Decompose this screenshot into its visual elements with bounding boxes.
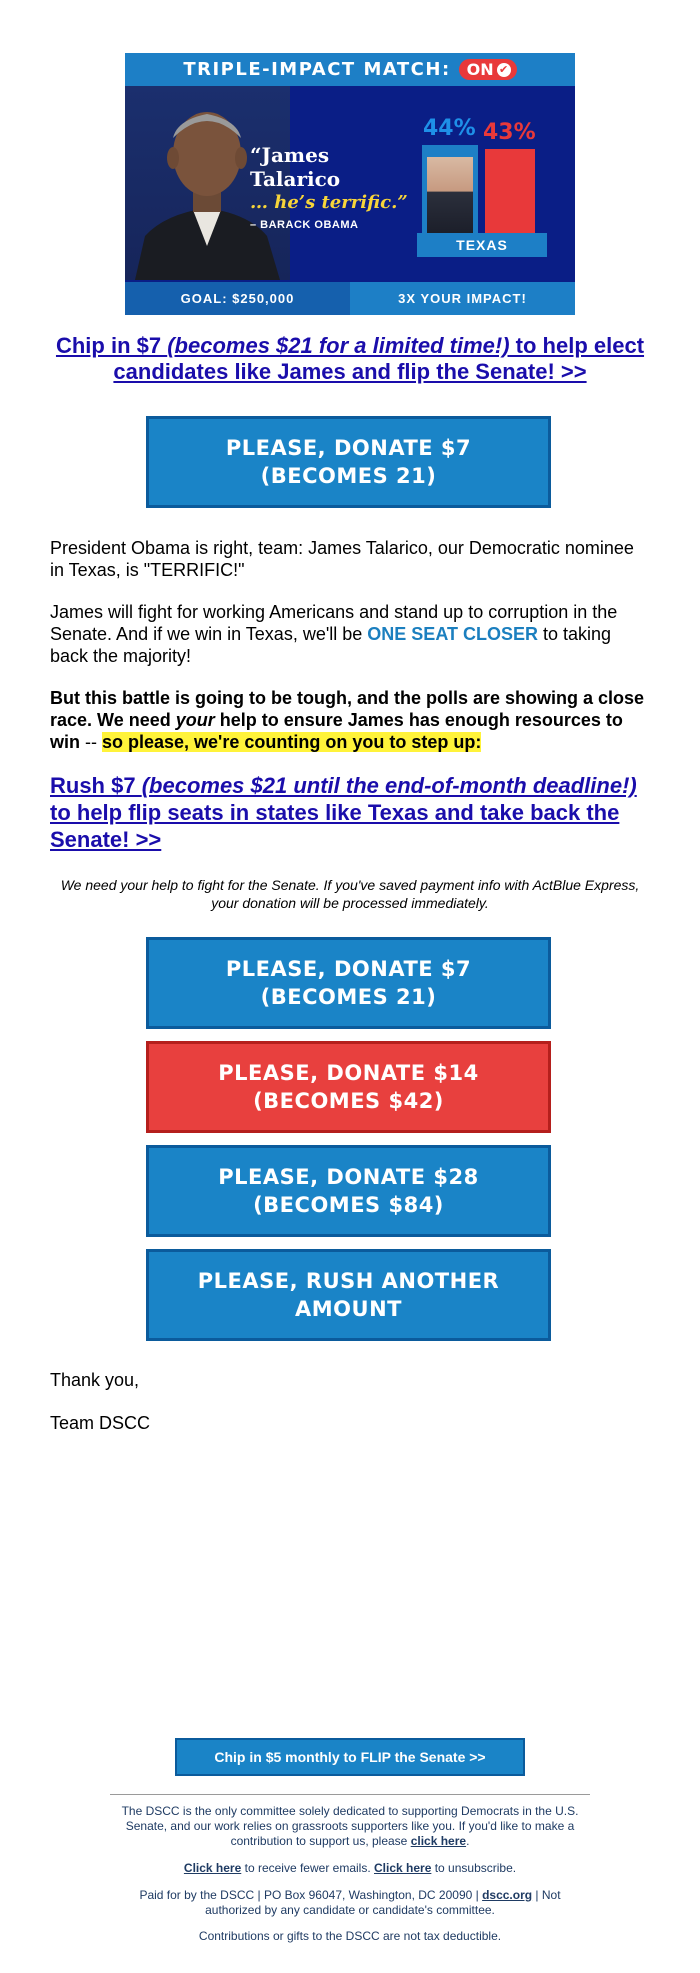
- paragraph-battle: [50, 687, 650, 753]
- candidate-photo: [427, 157, 473, 233]
- footer-about-text: The DSCC is the only committee solely dedicated to supporting Democrats in the U.S. Senate, and our work relies on grassroots supporters like you. If you'd like to make a contribution to support us, please: [121, 1804, 579, 1848]
- headline-donate-link[interactable]: [50, 333, 650, 385]
- rush-donate-link[interactable]: [50, 772, 650, 853]
- match-label: TRIPLE-IMPACT MATCH:: [183, 59, 451, 80]
- footer-email-prefs: [120, 1861, 580, 1876]
- goal-label: GOAL: $250,000: [125, 282, 350, 315]
- footer-about-end: .: [466, 1834, 470, 1848]
- headline-part-1[interactable]: Chip in $7: [55, 333, 168, 358]
- donate-7-button[interactable]: PLEASE, DONATE $7 (BECOMES 21): [146, 937, 551, 1029]
- poll-bar-red: [485, 149, 535, 233]
- poll-left-value: 44%: [423, 116, 476, 141]
- p2-text-a: James will fight for working Americans and stand up to corruption in the Senate. And if we win in Texas, we'll be: [50, 602, 618, 644]
- donate-other-amount-button[interactable]: PLEASE, RUSH ANOTHER AMOUNT: [146, 1249, 551, 1341]
- actblue-note: We need your help to fight for the Senate. If you've saved payment info with ActBlue Express, your donation will be processed immediately.: [60, 877, 640, 911]
- paid-text-a: Paid for by the DSCC | PO Box 96047, Washington, DC 20090 |: [139, 1888, 483, 1902]
- paid-text-b: | Not authorized by any candidate or candidate's committee.: [205, 1888, 561, 1917]
- banner-footer: [125, 282, 575, 315]
- rush-part-3[interactable]: to help flip seats in states like Texas and take back the Senate! >>: [50, 800, 620, 852]
- seat-closer-emphasis: ONE SEAT CLOSER: [367, 624, 538, 644]
- rush-part-1[interactable]: Rush $7: [50, 773, 142, 798]
- impact-label: 3X YOUR IMPACT!: [350, 282, 575, 315]
- footer-about: [120, 1804, 580, 1849]
- signoff-thanks: Thank you,: [50, 1370, 140, 1390]
- quote-attribution: – BARACK OBAMA: [250, 219, 359, 231]
- banner-quote: [250, 143, 425, 231]
- state-label: TEXAS: [417, 233, 547, 257]
- fewer-emails-text: to receive fewer emails.: [241, 1861, 374, 1875]
- p3-text-b: help to ensure James has enough resources to win: [50, 710, 623, 752]
- headline-part-3[interactable]: to help elect candidates like James and flip the Senate! >>: [113, 333, 645, 384]
- on-badge: [459, 59, 517, 80]
- donate-7-button-top[interactable]: PLEASE, DONATE $7 (BECOMES 21): [146, 416, 551, 508]
- p2-text-b: to taking back the majority!: [50, 624, 612, 666]
- quote-line-1: “James Talarico: [250, 143, 341, 191]
- footer-divider: [110, 1794, 590, 1795]
- paragraph-fight: [50, 601, 650, 667]
- footer-contribute-link[interactable]: click here: [410, 1834, 467, 1848]
- p3-highlight: so please, we're counting on you to step up:: [102, 732, 482, 752]
- p3-text-a: But this battle is going to be tough, and the polls are showing a close race. We need: [50, 688, 645, 730]
- hero-banner[interactable]: [125, 53, 575, 315]
- headline-part-2[interactable]: (becomes $21 for a limited time!): [167, 333, 510, 358]
- paragraph-obama: President Obama is right, team: James Talarico, our Democratic nominee in Texas, is "TERRIFIC!": [50, 538, 634, 580]
- poll-right-value: 43%: [483, 120, 536, 145]
- footer-tax-note: Contributions or gifts to the DSCC are not tax deductible.: [198, 1929, 502, 1943]
- fewer-emails-link[interactable]: Click here: [183, 1861, 242, 1875]
- check-icon: ✔: [497, 63, 511, 77]
- dscc-site-link[interactable]: dscc.org: [482, 1888, 533, 1902]
- rush-part-2[interactable]: (becomes $21 until the end-of-month deadline!): [141, 773, 637, 798]
- footer-paid-for: [120, 1888, 580, 1918]
- donate-28-button[interactable]: PLEASE, DONATE $28 (BECOMES $84): [146, 1145, 551, 1237]
- p3-dash: --: [80, 732, 102, 752]
- unsubscribe-link[interactable]: Click here: [374, 1861, 432, 1875]
- p3-your: your: [175, 710, 215, 730]
- banner-header: [125, 53, 575, 86]
- on-label: ON: [466, 60, 494, 79]
- donate-14-button[interactable]: PLEASE, DONATE $14 (BECOMES $42): [146, 1041, 551, 1133]
- unsubscribe-text: to unsubscribe.: [431, 1861, 517, 1875]
- signoff-team: Team DSCC: [50, 1413, 151, 1433]
- monthly-donate-button[interactable]: Chip in $5 monthly to FLIP the Senate >>: [175, 1738, 525, 1776]
- quote-line-2: … he’s terrific.”: [250, 192, 408, 213]
